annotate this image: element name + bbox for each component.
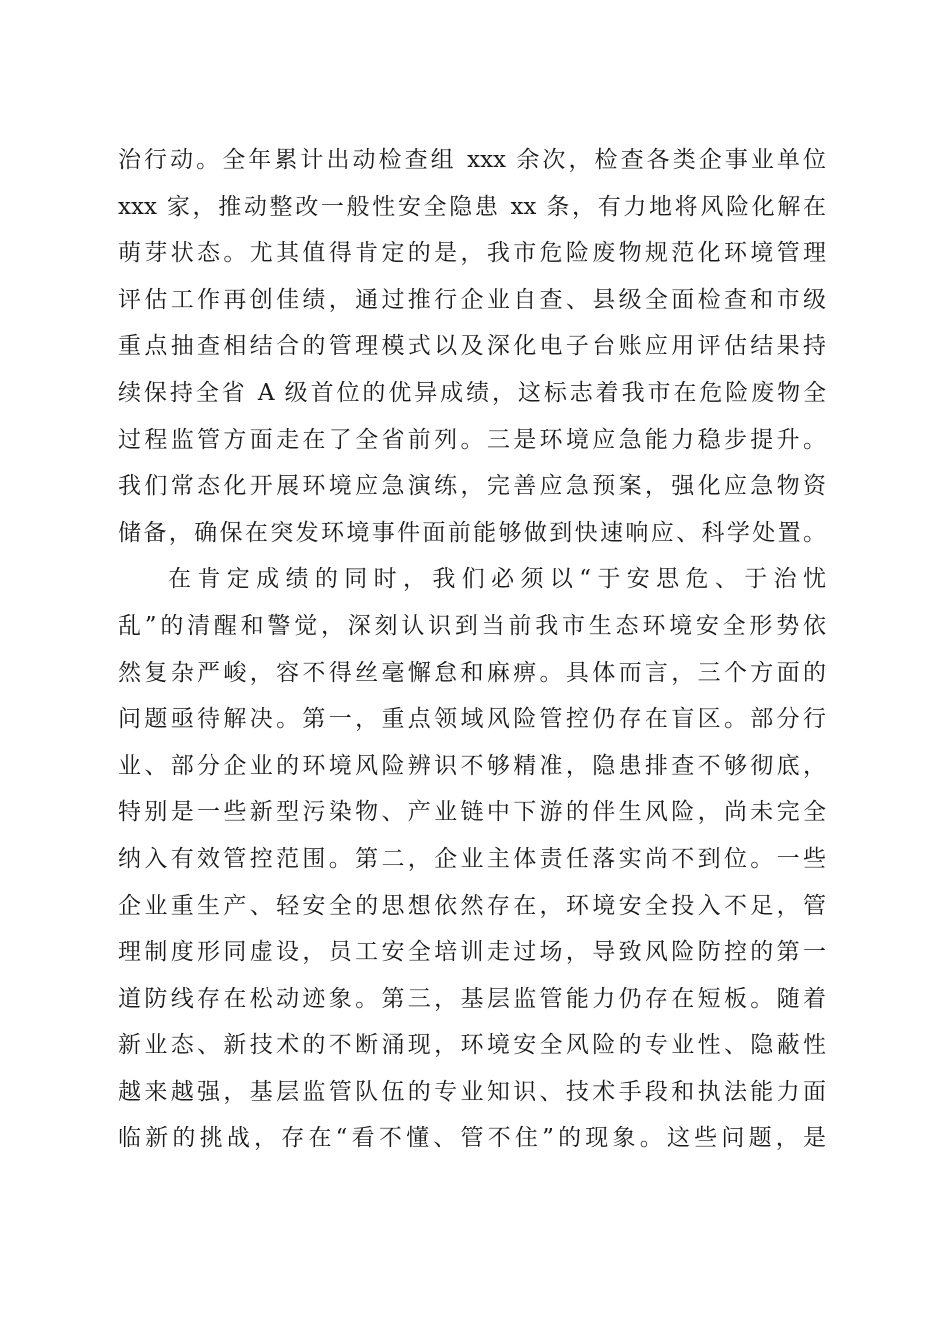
text-line: 理制度形同虚设，员工安全培训走过场，导致风险防控的第一 bbox=[118, 939, 826, 966]
text-line: 治行动。全年累计出动检查组 xxx 余次，检查各类企事业单位 bbox=[118, 147, 826, 173]
text-line: 过程监管方面走在了全省前列。三是环境应急能力稳步提升。 bbox=[118, 426, 826, 453]
text-line: xxx 家，推动整改一般性安全隐患 xx 条，有力地将风险化解在 bbox=[118, 193, 826, 220]
text-line: 新业态、新技术的不断涌现，环境安全风险的专业性、隐蔽性 bbox=[118, 1032, 826, 1059]
text-line: 萌芽状态。尤其值得肯定的是，我市危险废物规范化环境管理 bbox=[118, 240, 826, 267]
text-line: 纳入有效管控范围。第二，企业主体责任落实尚不到位。一些 bbox=[118, 845, 826, 872]
text-line: 越来越强，基层监管队伍的专业知识、技术手段和执法能力面 bbox=[118, 1078, 826, 1105]
text-line: 续保持全省 A 级首位的优异成绩，这标志着我市在危险废物全 bbox=[118, 379, 826, 406]
text-line: 临新的挑战，存在“看不懂、管不住”的现象。这些问题，是 bbox=[118, 1125, 826, 1152]
text-line: 然复杂严峻，容不得丝毫懈怠和麻痹。具体而言，三个方面的 bbox=[118, 659, 826, 686]
text-line: 我们常态化开展环境应急演练，完善应急预案，强化应急物资 bbox=[118, 473, 826, 500]
text-line: 业、部分企业的环境风险辨识不够精准，隐患排查不够彻底， bbox=[118, 752, 826, 779]
text-line: 企业重生产、轻安全的思想依然存在，环境安全投入不足，管 bbox=[118, 892, 826, 919]
body-text bbox=[118, 137, 826, 1162]
paragraph-achievements bbox=[118, 137, 826, 556]
text-line: 评估工作再创佳绩，通过推行企业自查、县级全面检查和市级 bbox=[118, 286, 826, 313]
text-line: 储备，确保在突发环境事件面前能够做到快速响应、科学处置。 bbox=[118, 519, 826, 546]
text-line: 在肯定成绩的同时，我们必须以“于安思危、于治忧 bbox=[168, 566, 826, 593]
paragraph-problems bbox=[118, 556, 826, 1162]
text-line: 道防线存在松动迹象。第三，基层监管能力仍存在短板。随着 bbox=[118, 985, 826, 1012]
text-line: 重点抽查相结合的管理模式以及深化电子台账应用评估结果持 bbox=[118, 333, 826, 360]
text-line: 乱”的清醒和警觉，深刻认识到当前我市生态环境安全形势依 bbox=[118, 612, 826, 639]
text-line: 问题亟待解决。第一，重点领域风险管控仍存在盲区。部分行 bbox=[118, 706, 826, 733]
text-line: 特别是一些新型污染物、产业链中下游的伴生风险，尚未完全 bbox=[118, 799, 826, 826]
